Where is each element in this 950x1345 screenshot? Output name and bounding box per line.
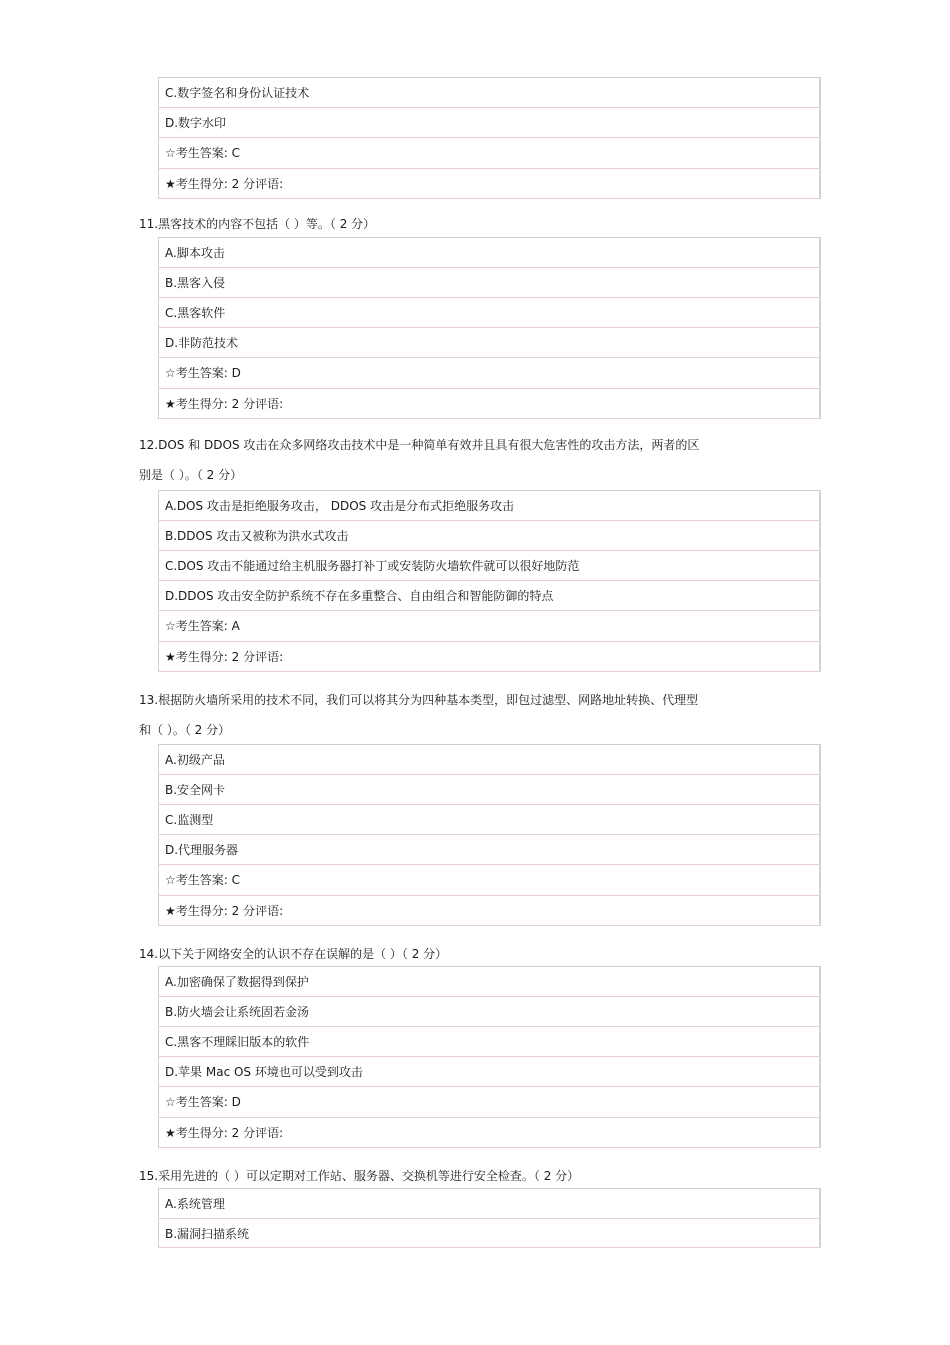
option-a: A.脚本攻击 <box>159 237 819 267</box>
option-a: A.DOS 攻击是拒绝服务攻击， DDOS 攻击是分布式拒绝服务攻击 <box>159 490 819 520</box>
question-13-stem-line1: 13.根据防火墙所采用的技术不同，我们可以将其分为四种基本类型，即包过滤型、网路地址转换、代理型 <box>139 693 699 707</box>
option-c: C.监测型 <box>159 804 819 834</box>
student-score: ★考生得分: 2 分评语: <box>159 641 819 672</box>
student-score: ★考生得分: 2 分评语: <box>159 388 819 419</box>
option-a: A.初级产品 <box>159 744 819 774</box>
student-answer: ☆考生答案: D <box>159 357 819 388</box>
option-d: D.数字水印 <box>159 107 819 137</box>
question-15-stem: 15.采用先进的（ ）可以定期对工作站、服务器、交换机等进行安全检查。（ 2 分） <box>139 1169 580 1183</box>
question-13-options <box>158 744 821 926</box>
option-b: B.安全网卡 <box>159 774 819 804</box>
question-13-stem-line2: 和（ ）。（ 2 分） <box>139 723 231 737</box>
student-score: ★考生得分: 2 分评语: <box>159 1117 819 1148</box>
question-14-options <box>158 966 821 1148</box>
student-score: ★考生得分: 2 分评语: <box>159 168 819 199</box>
option-c: C.DOS 攻击不能通过给主机服务器打补丁或安装防火墙软件就可以很好地防范 <box>159 550 819 580</box>
option-d: D.代理服务器 <box>159 834 819 864</box>
option-d: D.苹果 Mac OS 环境也可以受到攻击 <box>159 1056 819 1086</box>
student-answer: ☆考生答案: D <box>159 1086 819 1117</box>
option-b: B.漏洞扫描系统 <box>159 1218 819 1248</box>
student-score: ★考生得分: 2 分评语: <box>159 895 819 926</box>
option-c: C.黑客软件 <box>159 297 819 327</box>
student-answer: ☆考生答案: A <box>159 610 819 641</box>
question-12-options <box>158 490 821 672</box>
option-d: D.非防范技术 <box>159 327 819 357</box>
question-12-stem-line1: 12.DOS 和 DDOS 攻击在众多网络攻击技术中是一种简单有效并且具有很大危害性的攻击方法，两者的区 <box>139 438 700 452</box>
option-b: B.DDOS 攻击又被称为洪水式攻击 <box>159 520 819 550</box>
option-b: B.防火墙会让系统固若金汤 <box>159 996 819 1026</box>
question-11-stem: 11.黑客技术的内容不包括（ ）等。（ 2 分） <box>139 217 376 231</box>
question-14-stem: 14.以下关于网络安全的认识不存在误解的是（ ）（ 2 分） <box>139 947 448 961</box>
question-12-stem-line2: 别是（ ）。（ 2 分） <box>139 468 243 482</box>
option-b: B.黑客入侵 <box>159 267 819 297</box>
option-d: D.DDOS 攻击安全防护系统不存在多重整合、自由组合和智能防御的特点 <box>159 580 819 610</box>
question-10-options <box>158 77 821 199</box>
option-c: C.数字签名和身份认证技术 <box>159 77 819 107</box>
option-c: C.黑客不理睬旧版本的软件 <box>159 1026 819 1056</box>
student-answer: ☆考生答案: C <box>159 864 819 895</box>
student-answer: ☆考生答案: C <box>159 137 819 168</box>
question-15-options <box>158 1188 821 1248</box>
option-a: A.系统管理 <box>159 1188 819 1218</box>
option-a: A.加密确保了数据得到保护 <box>159 966 819 996</box>
question-11-options <box>158 237 821 419</box>
